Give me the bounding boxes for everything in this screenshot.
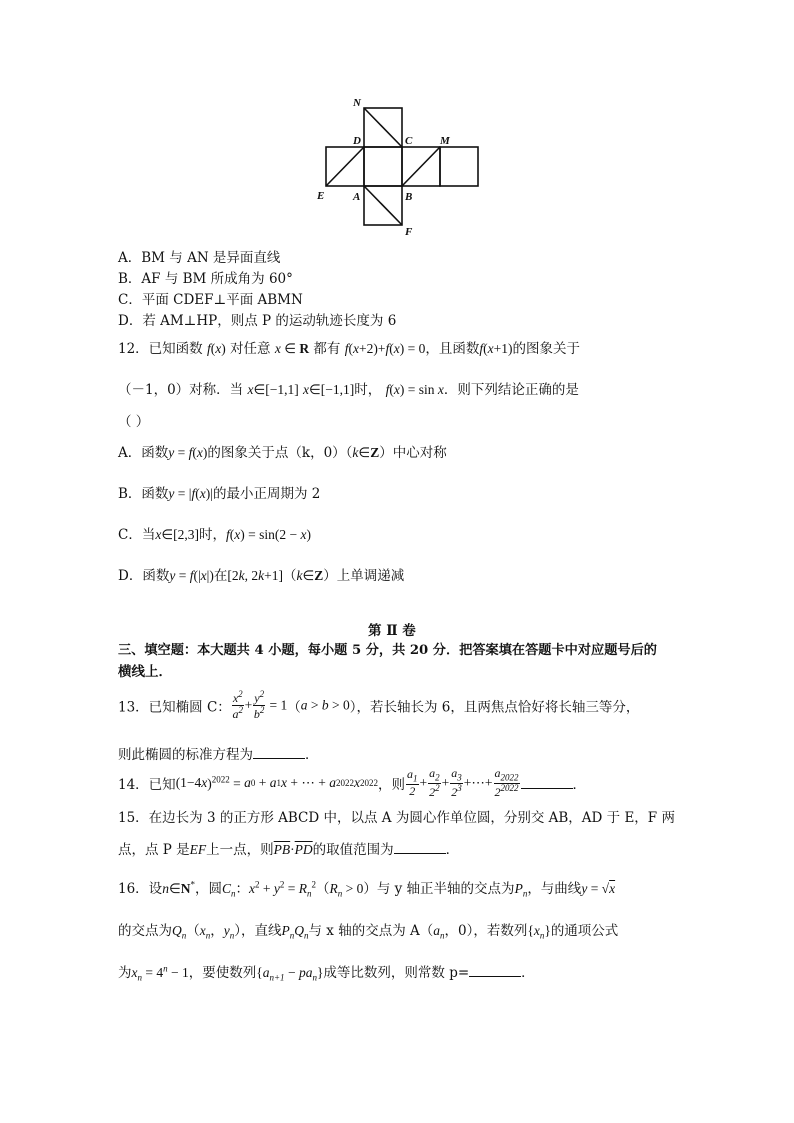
net-figure — [310, 96, 490, 241]
q15-line2: 点，点 P 是EF上一点，则$\overline{PB}\cdot\overline{PD}$的取值范围为 ． — [118, 842, 460, 858]
q12-answer-paren: （ ） — [118, 414, 150, 430]
q12-option-d: D．函数y = f(|x|)在[2k, 2k+1]（k∈Z）上单调递减 — [118, 568, 405, 584]
label-D: D — [353, 135, 361, 147]
label-B: B — [405, 191, 413, 203]
q14-stem: 14．已知$(1-4x)^{2022} = a0 + a1x$ + ⋯ + a2022x2022，则 $\frac{a_1}{2}$ + $\frac{a_2}{2^2}$ + $\frac{a_3}{2^3}$ +⋯+ $\frac{a_{2022}}{2^{2022}}$ ． — [118, 766, 587, 800]
q12-line2: （－1，0）对称．当 x∈[−1,1] x∈[−1,1]时， f(x) = sin x．则下列结论正确的是 — [118, 382, 579, 398]
q12-option-b: B．函数y = |f(x)|的最小正周期为 2 — [118, 486, 321, 502]
q13-answer-blank[interactable] — [253, 747, 305, 759]
q12-option-c: C．当x∈[2,3]时，f(x) = sin(2 − x) — [118, 527, 311, 543]
q16-line2: 的交点为$Q_n(x_n$，$y_n$），直线$P_nQ_n$与 x 轴的交点为 $A(a_n$，0），若数列$\{x_n\}$的通项公式 — [118, 923, 619, 941]
section-heading-line2: 横线上． — [118, 664, 172, 680]
q11-option-a: A．BM 与 AN 是异面直线 — [118, 250, 281, 266]
q15-answer-blank[interactable] — [394, 842, 446, 854]
q13-stem: 13．已知椭圆 C： $\frac{x^2}{a^2}$ + $\frac{y^2}{b^2}$ = 1（a > b > 0），若长轴长为 6，且两焦点恰好将长轴三等分， — [118, 689, 640, 722]
label-A: A — [353, 191, 361, 203]
q11-option-c: C．平面 CDEF⊥平面 ABMN — [118, 292, 303, 308]
q16-line1: 16．设n∈N*，圆$C_n$：$x^2 + y^2 = R_n^2(R_n > 0)$与 y 轴正半轴的交点为$P_n$，与曲线y = √x — [118, 879, 616, 899]
q12-stem: 12．已知函数 f(x) 对任意 x ∈ R 都有 f(x+2)+f(x) = 0，且函数f(x+1)的图象关于 — [118, 341, 580, 357]
label-F: F — [405, 226, 413, 238]
label-E: E — [317, 190, 325, 202]
q11-option-b: B．AF 与 BM 所成角为 60° — [118, 271, 293, 287]
q16-answer-blank[interactable] — [469, 965, 521, 977]
q16-line3: 为$x_n = 4^n - 1$，要使数列$\{a_{n+1} - pa_n\}$成等比数列，则常数 p= ． — [118, 963, 535, 983]
section-heading-line1: 三、填空题：本大题共 4 小题，每小题 5 分，共 20 分．把答案填在答题卡中对应题号后的 — [118, 643, 657, 658]
q12-option-a: A．函数y = f(x)的图象关于点（k，0）（k∈Z）中心对称 — [118, 445, 447, 461]
q14-answer-blank[interactable] — [521, 777, 573, 789]
q15-line1: 15．在边长为 3 的正方形 ABCD 中，以点 A 为圆心作单位圆，分别交 AB，AD 于 E，F 两 — [118, 810, 675, 826]
label-M: M — [440, 135, 450, 147]
section-title: 第 Ⅱ 卷 — [368, 623, 416, 639]
q13-line2: 则此椭圆的标准方程为 ． — [118, 747, 319, 763]
q11-option-d: D．若 AM⊥HP，则点 P 的运动轨迹长度为 6 — [118, 313, 397, 329]
label-N: N — [353, 97, 361, 109]
label-C: C — [405, 135, 413, 147]
